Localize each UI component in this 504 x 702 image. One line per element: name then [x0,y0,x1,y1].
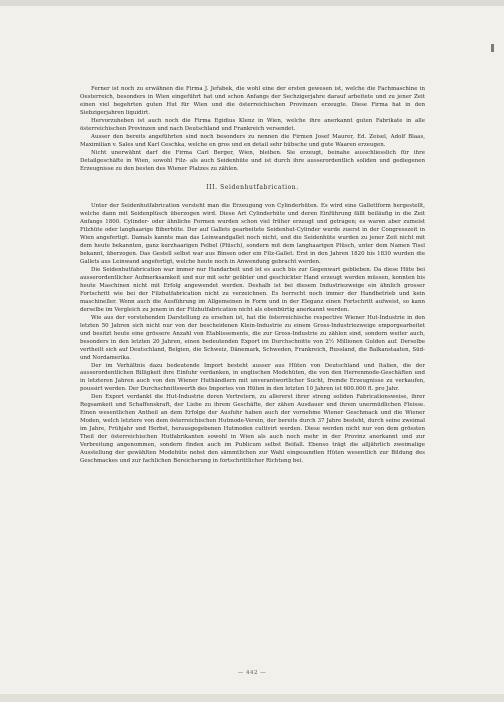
body-text [80,86,425,466]
paragraph: Unter der Seidenhutfabrication versteht man die Erzeugung von Cylinderhüten. Es wird eine Gallettform hergestellt, welche dann mit Seidenplüsch überzogen wird. Diese Art Cylinderhüte und deren Einführung fällt beiläufig in die Zeit Anfangs 1800. Cylinder- oder ähnliche Formen wurden schon viel früher erzeugt und getragen; es waren aber zumeist Filzhüte oder langhaarige Biberhüte. Der auf Gallets gearbeitete Seidenhut-Cylinder wurde zuerst in der Congresszeit in Wien angefertigt. Damals kannte man das Leinwandgallet noch nicht, und die Seidenhüte wurden zu jener Zeit nicht mit dem heute bekannten, ganz kurzhaarigen Felbel (Plüsch), sondern mit dem langhaarigen Plüsch, unter dem Namen Tissl bekannt, überzogen. Das Gestell selbst war aus Binsen oder ein Filz-Gallet. Erst in den Jahren 1820 bis 1830 wurden die Gallets aus Leinwand angefertigt, welche heute noch in Anwendung gebracht werden. [80,203,425,266]
paragraph: Nicht unerwähnt darf die Firma Carl Berger, Wien, bleiben. Sie erzeugt, beinahe ausschliesslich für ihre Detailgeschäfte in Wien, sowohl Filz- als auch Seidenhüte und ist durch ihre ausserordentlich soliden und gediegenen Erzeugnisse zu den besten des Wiener Platzes zu zählen. [80,149,425,172]
paragraph: Der im Verhältnis dazu bedeutende Import besteht ausser aus Hüten von Deutschland und Italien, die der ausserordentlichen Billigkeit ihre Einfuhr verdanken, in englischen Modehüten, die von den Herrenmode-Geschäften und in letzteren Jahren auch von den Wiener Huthändlern mit unverantwortlicher Sucht, fremde Erzeugnisse zu verkaufen, poussirt werden. Der Durchschnittswerth des Importes von Hüten in den letzten 10 Jahren ist 600.000 fl. pro Jahr. [80,362,425,393]
paragraph: Die Seidenhutfabrication war immer nur Handarbeit und ist es auch bis zur Gegenwart geblieben. Da diese Hüte bei ausserordentlicher Aufmerksamkeit und nur mit sehr geübter und geschickter Hand erzeugt werden müssen, konnten bis heute Maschinen nicht mit Erfolg angewendet werden. Deshalb ist bei diesem Industriezweige ein ähnlich grosser Fortschritt wie bei der Filzhutfabrication nicht zu verzeichnen. Es herrscht noch immer der Handbetrieb und kein maschineller. Wenn auch die Ausführung im Allgemeinen in Form und in der Eleganz einen Fortschritt aufweist, so kann derselbe im Vergleich zu jenem in der Filzhutfabrication nicht als ebenbürtig anerkannt werden. [80,267,425,313]
page-number: — 442 — [237,670,267,676]
section-heading: III. Seidenhutfabrication. [206,184,299,192]
paragraph: Ausser den bereits angeführten sind noch besonders zu nennen die Firmen Josef Maurer, Ed. Zeisel, Adolf Blaas, Maximilian v. Sales und Karl Ceschka, welche en gros und en detail sehr hübsche und gute Waaren erzeugen. [80,133,425,148]
page-edge-mark [491,44,494,52]
page-top-edge [0,0,504,6]
paragraph: Hervorzuheben ist auch noch die Firma Egidius Klenz in Wien, welche ihre anerkannt guten Fabrikate in alle österreichischen Provinzen und nach Deutschland und Frankreich versendet. [80,117,425,132]
paragraph: Ferner ist noch zu erwähnen die Firma J. Jeřabek, die wohl eine der ersten gewesen ist, welche die Fachmaschine in Oesterreich, besonders in Wien eingeführt hat und schon Anfangs der Sechzigerjahre darauf arbeitete und zu jener Zeit einen viel begehrten guten Hut für Wien und die österreichischen Provinzen erzeugte. Diese Firma hat in den Siebzigerjahren liquidirt. [80,86,425,116]
page-bottom-edge [0,694,504,702]
paragraph: Den Export verdankt die Hut-Industrie deren Vertretern, zu allererst ihrer streng soliden Fabricationsweise, ihrer Regsamkeit und Schaffenskraft, der Liebe zu ihrem Geschäfte, der zähen Ausdauer und ihrem unermüdlichen Fleisse. Einen wesentlichen Antheil an dem Erfolge der Ausfuhr haben auch der vornehme Wiener Geschmack und die Wiener Moden, welch letztere von dem österreichischen Hutmode-Verein, der bereits durch 37 Jahre besteht, durch seine zweimal im Jahre, Frühjahr und Herbst, herausgegebenen Hutmoden cultivirt werden. Diese werden nicht nur von dem grössten Theil der österreichischen Hutfabrikanten sowohl in Wien als auch noch mehr in der Provinz anerkannt und zur Verbreitung angenommen, sondern finden auch im Publicum selbst Beifall. Ebenso trägt die alljährlich zweimalige Ausstellung der gewählten Modehüte nebst den sämmtlichen zur Wahl eingesandten Hüten wesentlich zur Bildung des Geschmackes und zur fachlichen Bereicherung in fortschrittlicher Richtung bei. [80,394,425,464]
paragraph: Wie aus der vorstehenden Darstellung zu ersehen ist, hat die österreichische respective Wiener Hut-Industrie in den letzten 50 Jahren sich nicht nur von der bescheidenen Klein-Industrie zu einem Gross-Industriezweige emporgearbeitet und besitzt heute eine grössere Anzahl von Etablissements, die zur Gross-Industrie zu zählen sind, sondern weiter auch, besonders in den letzten 20 Jahren, einen bedeutenden Export im Durchschnitte von 2½ Millionen Gulden auf. Derselbe vertheilt sich auf Deutschland, Belgien, die Schweiz, Dänemark, Schweden, Frankreich, Russland, die Balkanstaaten, Süd- und Nordamerika. [80,314,425,361]
